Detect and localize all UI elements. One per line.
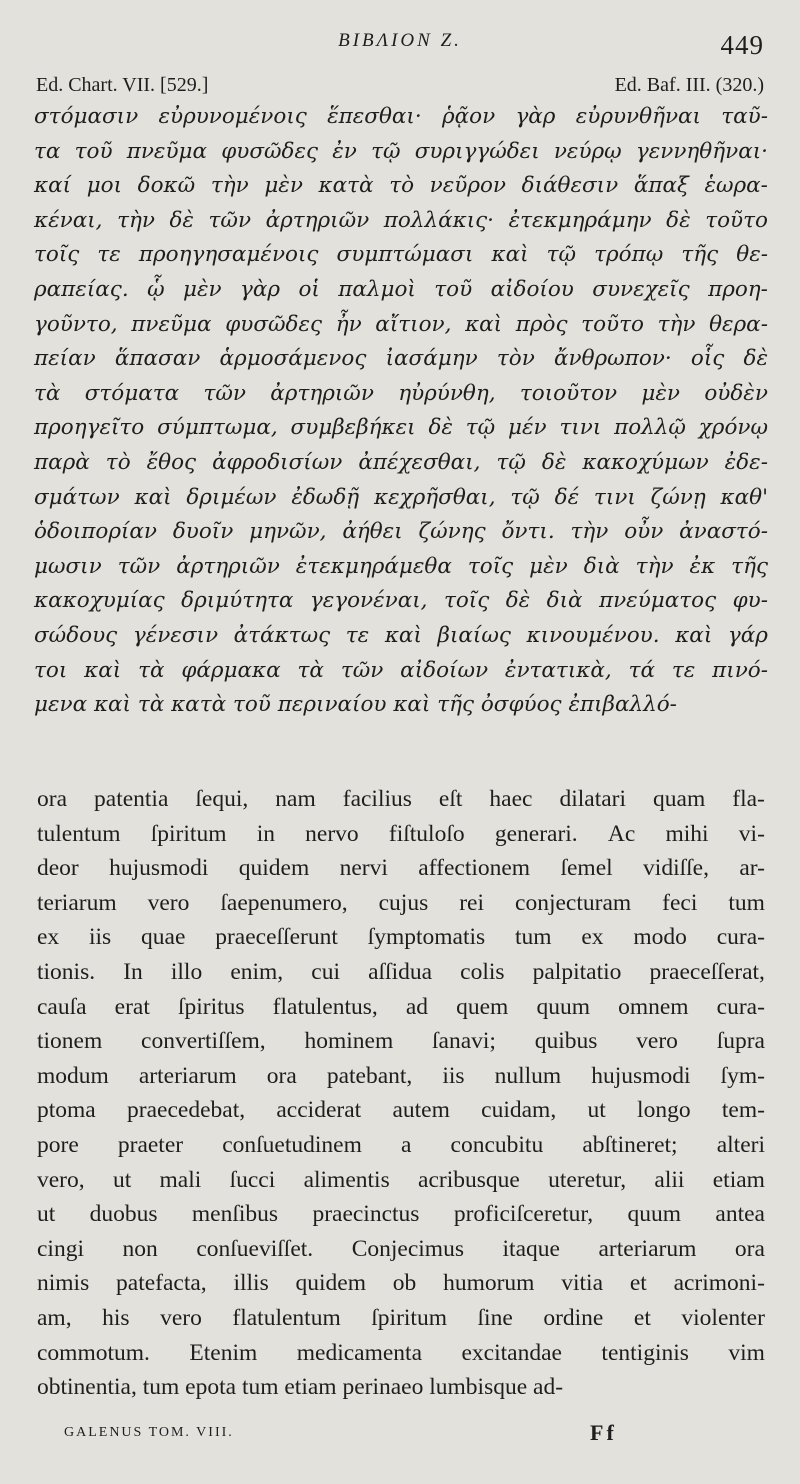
edition-references [36, 74, 764, 97]
latin-text-line: am, his vero flatulentum ſpiritum ſine ordine et violenter [37, 1304, 765, 1331]
latin-text-line: modum arteriarum ora patebant, iis nullum hujusmodi ſym- [37, 1062, 765, 1089]
greek-text-line: κέναι, τὴν δὲ τῶν ἀρτηριῶν πολλάκις· ἐτεκμηράμην δὲ τοῦτο [34, 207, 768, 233]
greek-text-line: ραπείας. ᾧ μὲν γὰρ οἱ παλμοὶ τοῦ αἰδοίου συνεχεῖς προη- [34, 276, 768, 302]
footer-signature-line: GALENUS TOM. VIII. [64, 1425, 234, 1440]
latin-text-line: tionem convertiſſem, hominem ſanavi; quibus vero ſupra [37, 1028, 765, 1055]
greek-text-line: μωσιν τῶν ἀρτηριῶν ἐτεκμηράμεθα τοῖς μὲν διὰ τὴν ἐκ τῆς [34, 553, 768, 579]
latin-text-line: tionis. In illo enim, cui aſſidua colis palpitatio praeceſſerat, [37, 958, 765, 985]
running-title: BIBΛΙΟΝ Z. [338, 30, 462, 51]
latin-text-line: tulentum ſpiritum in nervo fiſtuloſo generari. Ac mihi vi- [37, 820, 765, 847]
greek-text-line: πείαν ἅπασαν ἁρμοσάμενος ἰασάμην τὸν ἄνθρωπον· οἷς δὲ [34, 346, 768, 372]
latin-text-line: obtinentia, tum epota tum etiam perinaeo lumbisque ad- [37, 1374, 564, 1401]
latin-text-line: cauſa erat ſpiritus flatulentus, ad quem quum omnem cura- [37, 993, 765, 1020]
greek-text-line: στόμασιν εὐρυνομένοις ἕπεσθαι· ῥᾷον γὰρ εὐρυνθῆναι ταῦ- [34, 104, 768, 129]
greek-text-line: κακοχυμίας δριμύτητα γεγονέναι, τοῖς δὲ διὰ πνεύματος φυ- [34, 588, 768, 614]
footer-signature-mark: Ff [590, 1420, 617, 1445]
greek-text-line: καί μοι δοκῶ τὴν μὲν κατὰ τὸ νεῦρον διάθεσιν ἅπαξ ἑωρα- [34, 173, 768, 199]
latin-text-line: deor hujusmodi quidem nervi affectionem ſemel vidiſſe, ar- [37, 855, 765, 882]
latin-text-line: cingi non conſueviſſet. Conjecimus itaque arteriarum ora [37, 1235, 765, 1262]
greek-text-line: μενα καὶ τὰ κατὰ τοῦ περιναίου καὶ τῆς ὀσφύος ἐπιβαλλό- [34, 692, 677, 718]
latin-text-line: vero, ut mali ſucci alimentis acribusque uteretur, alii etiam [37, 1166, 765, 1193]
latin-text-line: nimis patefacta, illis quidem ob humorum vitia et acrimoni- [37, 1270, 765, 1297]
greek-text-line: σώδους γένεσιν ἀτάκτως τε καὶ βιαίως κινουμένου. καὶ γάρ [34, 622, 768, 648]
greek-text-block [34, 100, 768, 723]
latin-text-line: commotum. Etenim medicamenta excitandae tentiginis vim [37, 1339, 765, 1366]
latin-text-line: ex iis quae praeceſſerunt ſymptomatis tum ex modo cura- [37, 924, 765, 951]
greek-text-line: τοῖς τε προηγησαμένοις συμπτώμασι καὶ τῷ τρόπῳ τῆς θε- [34, 242, 768, 268]
edition-left: Ed. Chart. VII. [529.] [36, 74, 209, 96]
greek-text-line: γοῦντο, πνεῦμα φυσῶδες ἦν αἴτιον, καὶ πρὸς τοῦτο τὴν θερα- [34, 311, 768, 337]
edition-right: Ed. Baf. III. (320.) [614, 74, 764, 96]
latin-text-line: pore praeter conſuetudinem a concubitu abſtineret; alteri [37, 1131, 765, 1158]
greek-text-line: τὰ στόματα τῶν ἀρτηριῶν ηὐρύνθη, τοιοῦτον μὲν οὐδὲν [34, 380, 768, 406]
latin-text-line: ut duobus menſibus praecinctus proficiſceretur, quum antea [37, 1201, 765, 1228]
greek-text-line: σμάτων καὶ δριμέων ἐδωδῇ κεχρῆσθαι, τῷ δέ τινι ζώνῃ καθ' [34, 484, 768, 510]
greek-text-line: ὁδοιπορίαν δυοῖν μηνῶν, ἀήθει ζώνης ὄντι. τὴν οὖν ἀναστό- [34, 519, 768, 545]
latin-text-line: ptoma praecedebat, acciderat autem cuidam, ut longo tem- [37, 1097, 765, 1124]
greek-text-line: τοι καὶ τὰ φάρμακα τὰ τῶν αἰδοίων ἐντατικὰ, τά τε πινό- [34, 657, 768, 683]
latin-text-line: ora patentia ſequi, nam facilius eſt haec dilatari quam fla- [37, 786, 765, 812]
greek-text-line: τα τοῦ πνεῦμα φυσῶδες ἐν τῷ συριγγώδει νεύρῳ γεννηθῆναι· [34, 138, 768, 164]
greek-text-line: παρὰ τὸ ἔθος ἀφροδισίων ἀπέχεσθαι, τῷ δὲ κακοχύμων ἐδε- [34, 449, 768, 475]
latin-text-block [37, 782, 765, 1405]
page-number: 449 [720, 30, 764, 60]
greek-text-line: προηγεῖτο σύμπτωμα, συμβεβήκει δὲ τῷ μέν τινι πολλῷ χρόνῳ [34, 415, 768, 441]
latin-text-line: teriarum vero ſaepenumero, cujus rei conjecturam feci tum [37, 889, 765, 916]
